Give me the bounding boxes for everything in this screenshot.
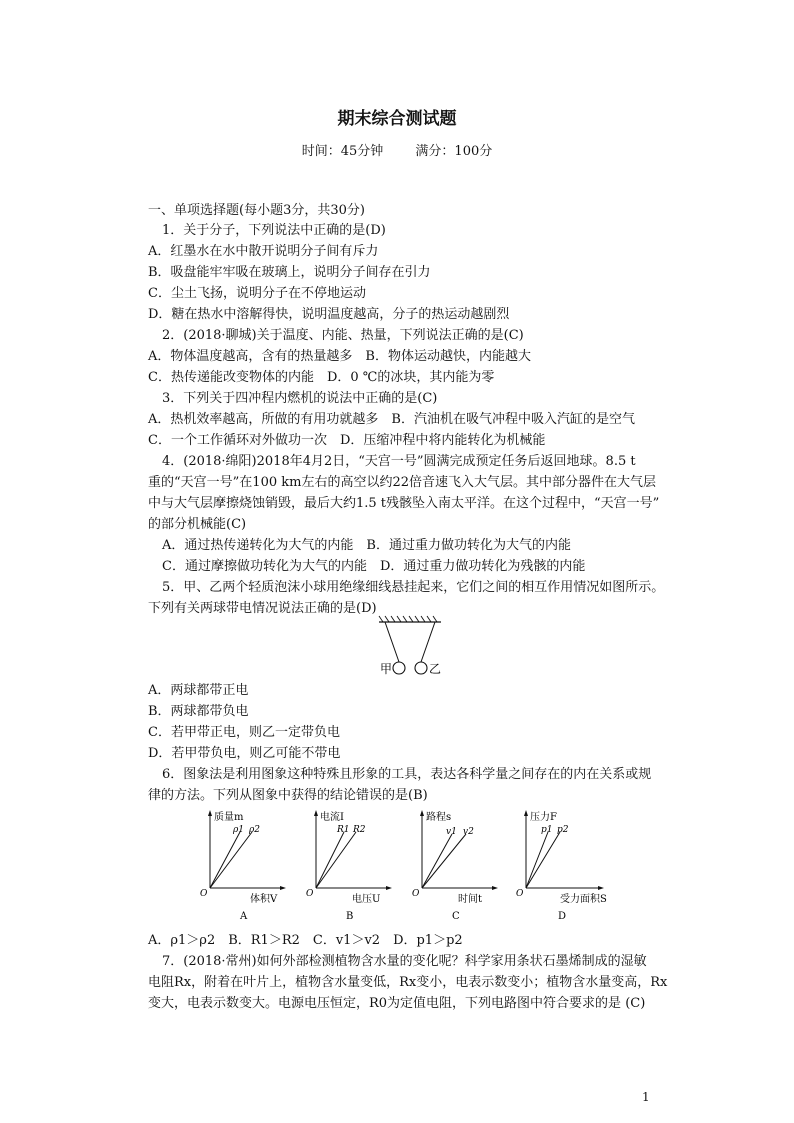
question-4-options-ab: A．通过热传递转化为大气的内能 B．通过重力做功转化为大气的内能 [162,538,571,553]
graph-c-line1-label: v1 [446,827,457,837]
graph-c-id: C [452,911,460,922]
question-5-option-a: A．两球都带正电 [148,683,249,698]
question-5-line-2: 下列有关两球带电情况说法正确的是(D) [148,601,377,616]
question-6-options: A．ρ1＞ρ2 B．R1＞R2 C．v1＞v2 D．p1＞p2 [148,933,463,948]
graph-c-line2-label: v2 [463,827,474,837]
question-1-option-a: A．红墨水在水中散开说明分子间有斥力 [148,244,379,259]
graph-c-xlabel: 时间t [458,894,483,905]
graph-b-id: B [346,911,354,922]
page-title: 期末综合测试题 [337,109,457,129]
question-3-options-cd: C．一个工作循环对外做功一次 D．压缩冲程中将内能转化为机械能 [148,433,546,448]
graph-d-line2-label: p2 [557,825,569,835]
graph-d-line1-label: p1 [541,825,553,835]
question-4-options-cd: C．通过摩擦做功转化为大气的内能 D．通过重力做功转化为残骸的内能 [162,559,586,574]
graph-b-origin: O [306,889,314,899]
graph-d-id: D [558,911,567,922]
question-7-line-2: 电阻Rx，附着在叶片上，植物含水量变低，Rx变小，电表示数变小；植物含水量变高，Rx [148,975,668,990]
question-5-option-c: C．若甲带正电，则乙一定带负电 [148,725,340,740]
ball-jia [393,662,405,674]
question-4-line-2: 重的“天宫一号”在100 km左右的高空以约22倍音速飞入大气层。其中部分器件在大气层 [148,475,656,490]
question-1-stem: 1．关于分子，下列说法中正确的是(D) [162,223,386,238]
question-2-options-ab: A．物体温度越高，含有的热量越多 B．物体运动越快，内能越大 [148,349,531,364]
section-heading: 一、单项选择题(每小题3分，共30分) [148,203,365,218]
graph-a [200,808,290,922]
ball-jia-label: 甲 [380,662,393,676]
question-3-options-ab: A．热机效率越高，所做的有用功就越多 B．汽油机在吸气冲程中吸入汽缸的是空气 [148,412,635,427]
question-7-line-1: 7．(2018·常州)如何外部检测植物含水量的变化呢？科学家用条状石墨烯制成的湿敏 [162,954,647,969]
page-number: 1 [642,1090,650,1104]
question-6-line-1: 6．图象法是利用图象这种特殊且形象的工具，表达各科学量之间存在的内在关系或规 [162,767,652,782]
graph-d [516,808,636,922]
graph-d-ylabel: 压力F [530,812,557,823]
question-1-option-c: C．尘土飞扬，说明分子在不停地运动 [148,286,366,301]
question-2-stem: 2．(2018·聊城)关于温度、内能、热量，下列说法正确的是(C) [162,328,524,343]
question-4-line-1: 4．(2018·绵阳)2018年4月2日，“天宫一号”圆满完成预定任务后返回地球。8.5 t [162,454,636,469]
graph-c-origin: O [412,889,420,899]
hanging-balls-figure [365,614,455,680]
question-6-line-2: 律的方法。下列从图象中获得的结论错误的是(B) [148,788,428,803]
graph-b-xlabel: 电压U [352,894,381,905]
ball-yi [415,662,427,674]
question-5-option-d: D．若甲带负电，则乙可能不带电 [148,746,341,761]
graph-b [306,808,396,922]
graph-b-ylabel: 电流I [320,812,344,823]
graph-a-origin: O [200,889,208,899]
graph-a-id: A [240,911,248,922]
question-3-stem: 3．下列关于四冲程内燃机的说法中正确的是(C) [162,391,438,406]
graph-d-origin: O [516,889,524,899]
question-7-line-3: 变大，电表示数变大。电源电压恒定，R0为定值电阻，下列电路图中符合要求的是 (C) [148,996,646,1011]
exam-score: 满分：100分 [415,144,493,159]
graph-c-ylabel: 路程s [426,812,452,823]
graph-a-line1-label: ρ1 [233,825,245,835]
question-2-options-cd: C．热传递能改变物体的内能 D．0 ℃的冰块，其内能为零 [148,370,495,385]
graph-b-line2-label: R2 [353,825,366,835]
question-1-option-b: B．吸盘能牢牢吸在玻璃上，说明分子间存在引力 [148,265,431,280]
ball-yi-label: 乙 [429,662,442,676]
question-4-line-3: 中与大气层摩擦烧蚀销毁，最后大约1.5 t残骸坠入南太平洋。在这个过程中，“天宫一号” [148,496,660,511]
question-1-option-d: D．糖在热水中溶解得快，说明温度越高，分子的热运动越剧烈 [148,307,510,322]
exam-meta [0,140,794,159]
graph-a-ylabel: 质量m [214,812,244,823]
graph-d-xlabel: 受力面积S [560,894,607,905]
graph-b-line1-label: R1 [337,825,350,835]
graph-a-line2-label: ρ2 [249,825,261,835]
graph-a-xlabel: 体积V [250,894,278,905]
exam-time: 时间：45分钟 [301,144,384,159]
graph-c [412,808,502,922]
question-5-line-1: 5．甲、乙两个轻质泡沫小球用绝缘细线悬挂起来，它们之间的相互作用情况如图所示。 [162,580,665,595]
question-5-option-b: B．两球都带负电 [148,704,249,719]
question-4-line-4: 的部分机械能(C) [148,517,247,532]
